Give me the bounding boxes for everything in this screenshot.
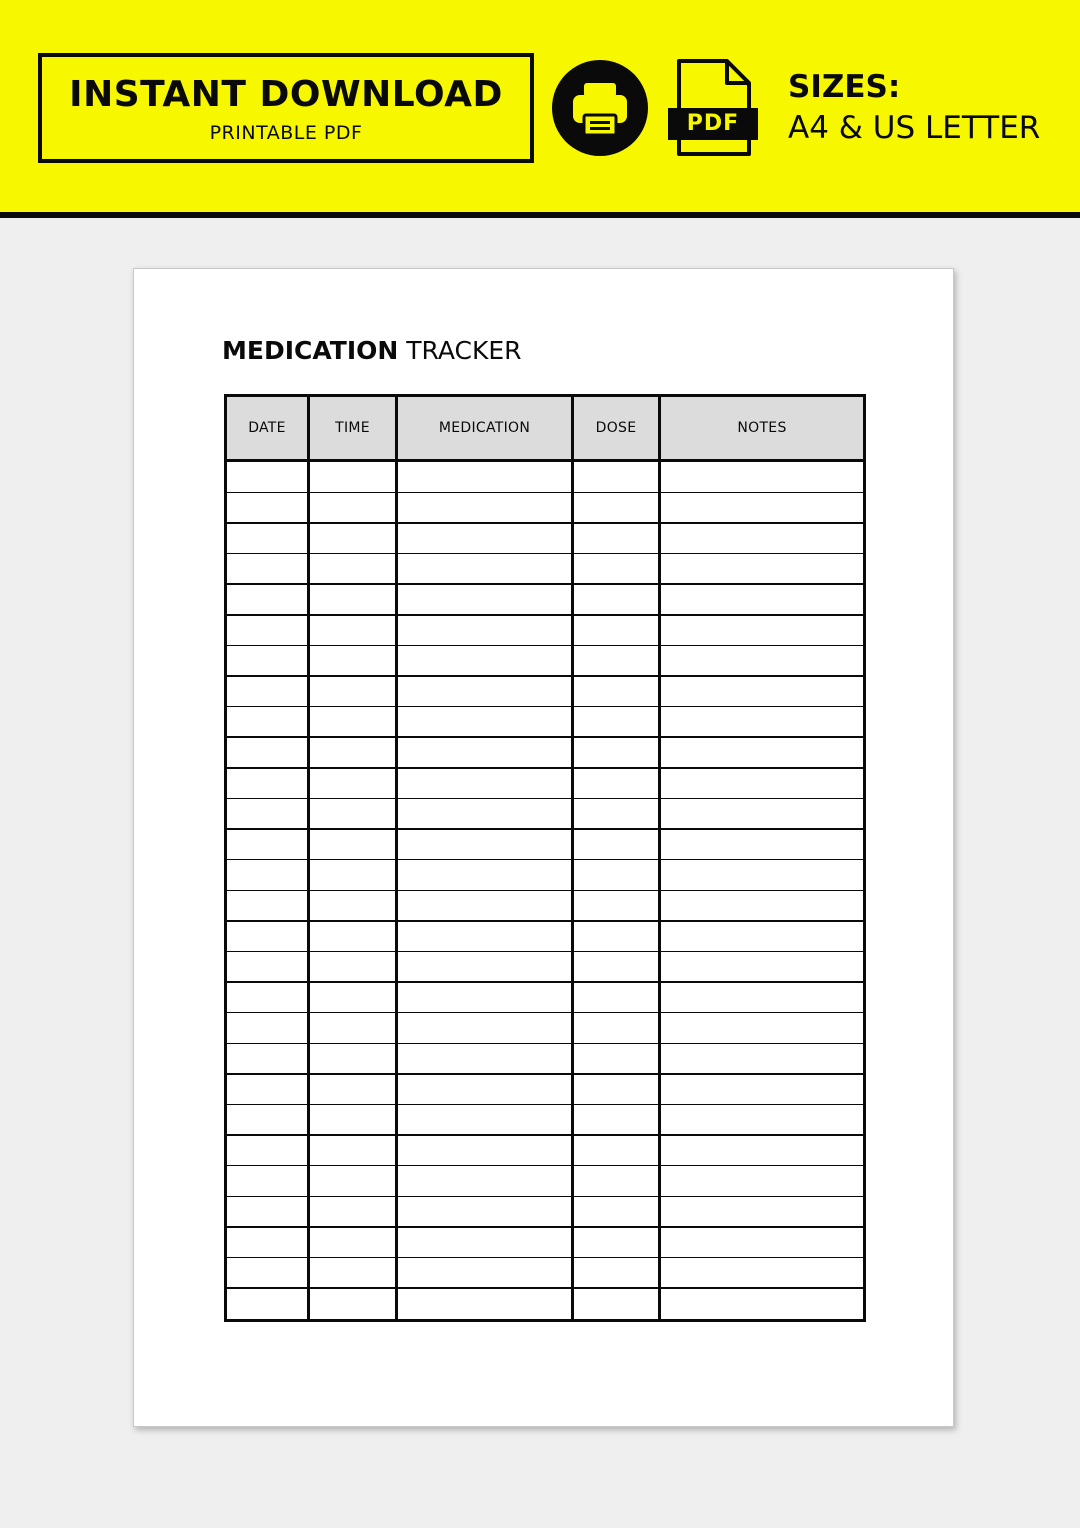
table-row-line xyxy=(227,981,863,983)
table-row-line xyxy=(227,859,863,861)
table-row-line xyxy=(227,492,863,494)
table-row-line xyxy=(227,522,863,524)
sizes-heading: SIZES: xyxy=(788,69,901,105)
instant-download-badge xyxy=(38,53,534,163)
table-row-line xyxy=(227,890,863,892)
table-row-line xyxy=(227,1043,863,1045)
table-row-line xyxy=(227,614,863,616)
table-row-line xyxy=(227,951,863,953)
table-row-line xyxy=(227,767,863,769)
table-row-line xyxy=(227,1165,863,1167)
table-row-line xyxy=(227,1104,863,1106)
column-divider xyxy=(658,397,661,1319)
pdf-label: PDF xyxy=(686,111,740,136)
table-row-line xyxy=(227,645,863,647)
table-row-line xyxy=(227,1134,863,1136)
table-row-line xyxy=(227,736,863,738)
page-title xyxy=(222,338,522,363)
table-header-row xyxy=(227,397,863,462)
column-header-medication: MEDICATION xyxy=(438,420,531,436)
badge-subtitle: PRINTABLE PDF xyxy=(209,122,363,144)
column-header-date: DATE xyxy=(248,420,286,436)
column-divider xyxy=(307,397,310,1319)
page-title-bold: MEDICATION xyxy=(222,336,399,365)
table-row-line xyxy=(227,675,863,677)
table-row-line xyxy=(227,1287,863,1289)
table-row-line xyxy=(227,1226,863,1228)
table-row-line xyxy=(227,1196,863,1198)
printer-icon xyxy=(552,60,648,156)
column-divider xyxy=(395,397,398,1319)
badge-title: INSTANT DOWNLOAD xyxy=(69,74,503,115)
table-row-line xyxy=(227,828,863,830)
column-divider xyxy=(571,397,574,1319)
sizes-value: A4 & US LETTER xyxy=(788,110,1041,146)
table-row-line xyxy=(227,798,863,800)
table-row-line xyxy=(227,1257,863,1259)
medication-table xyxy=(224,394,866,1322)
banner-divider xyxy=(0,212,1080,218)
column-header-notes: NOTES xyxy=(737,420,787,436)
column-header-time: TIME xyxy=(335,420,370,436)
table-row-line xyxy=(227,1073,863,1075)
table-row-line xyxy=(227,583,863,585)
page-title-rest: TRACKER xyxy=(406,336,522,365)
table-row-line xyxy=(227,1012,863,1014)
table-row-line xyxy=(227,920,863,922)
column-header-dose: DOSE xyxy=(595,420,637,436)
table-row-line xyxy=(227,706,863,708)
table-row-line xyxy=(227,553,863,555)
